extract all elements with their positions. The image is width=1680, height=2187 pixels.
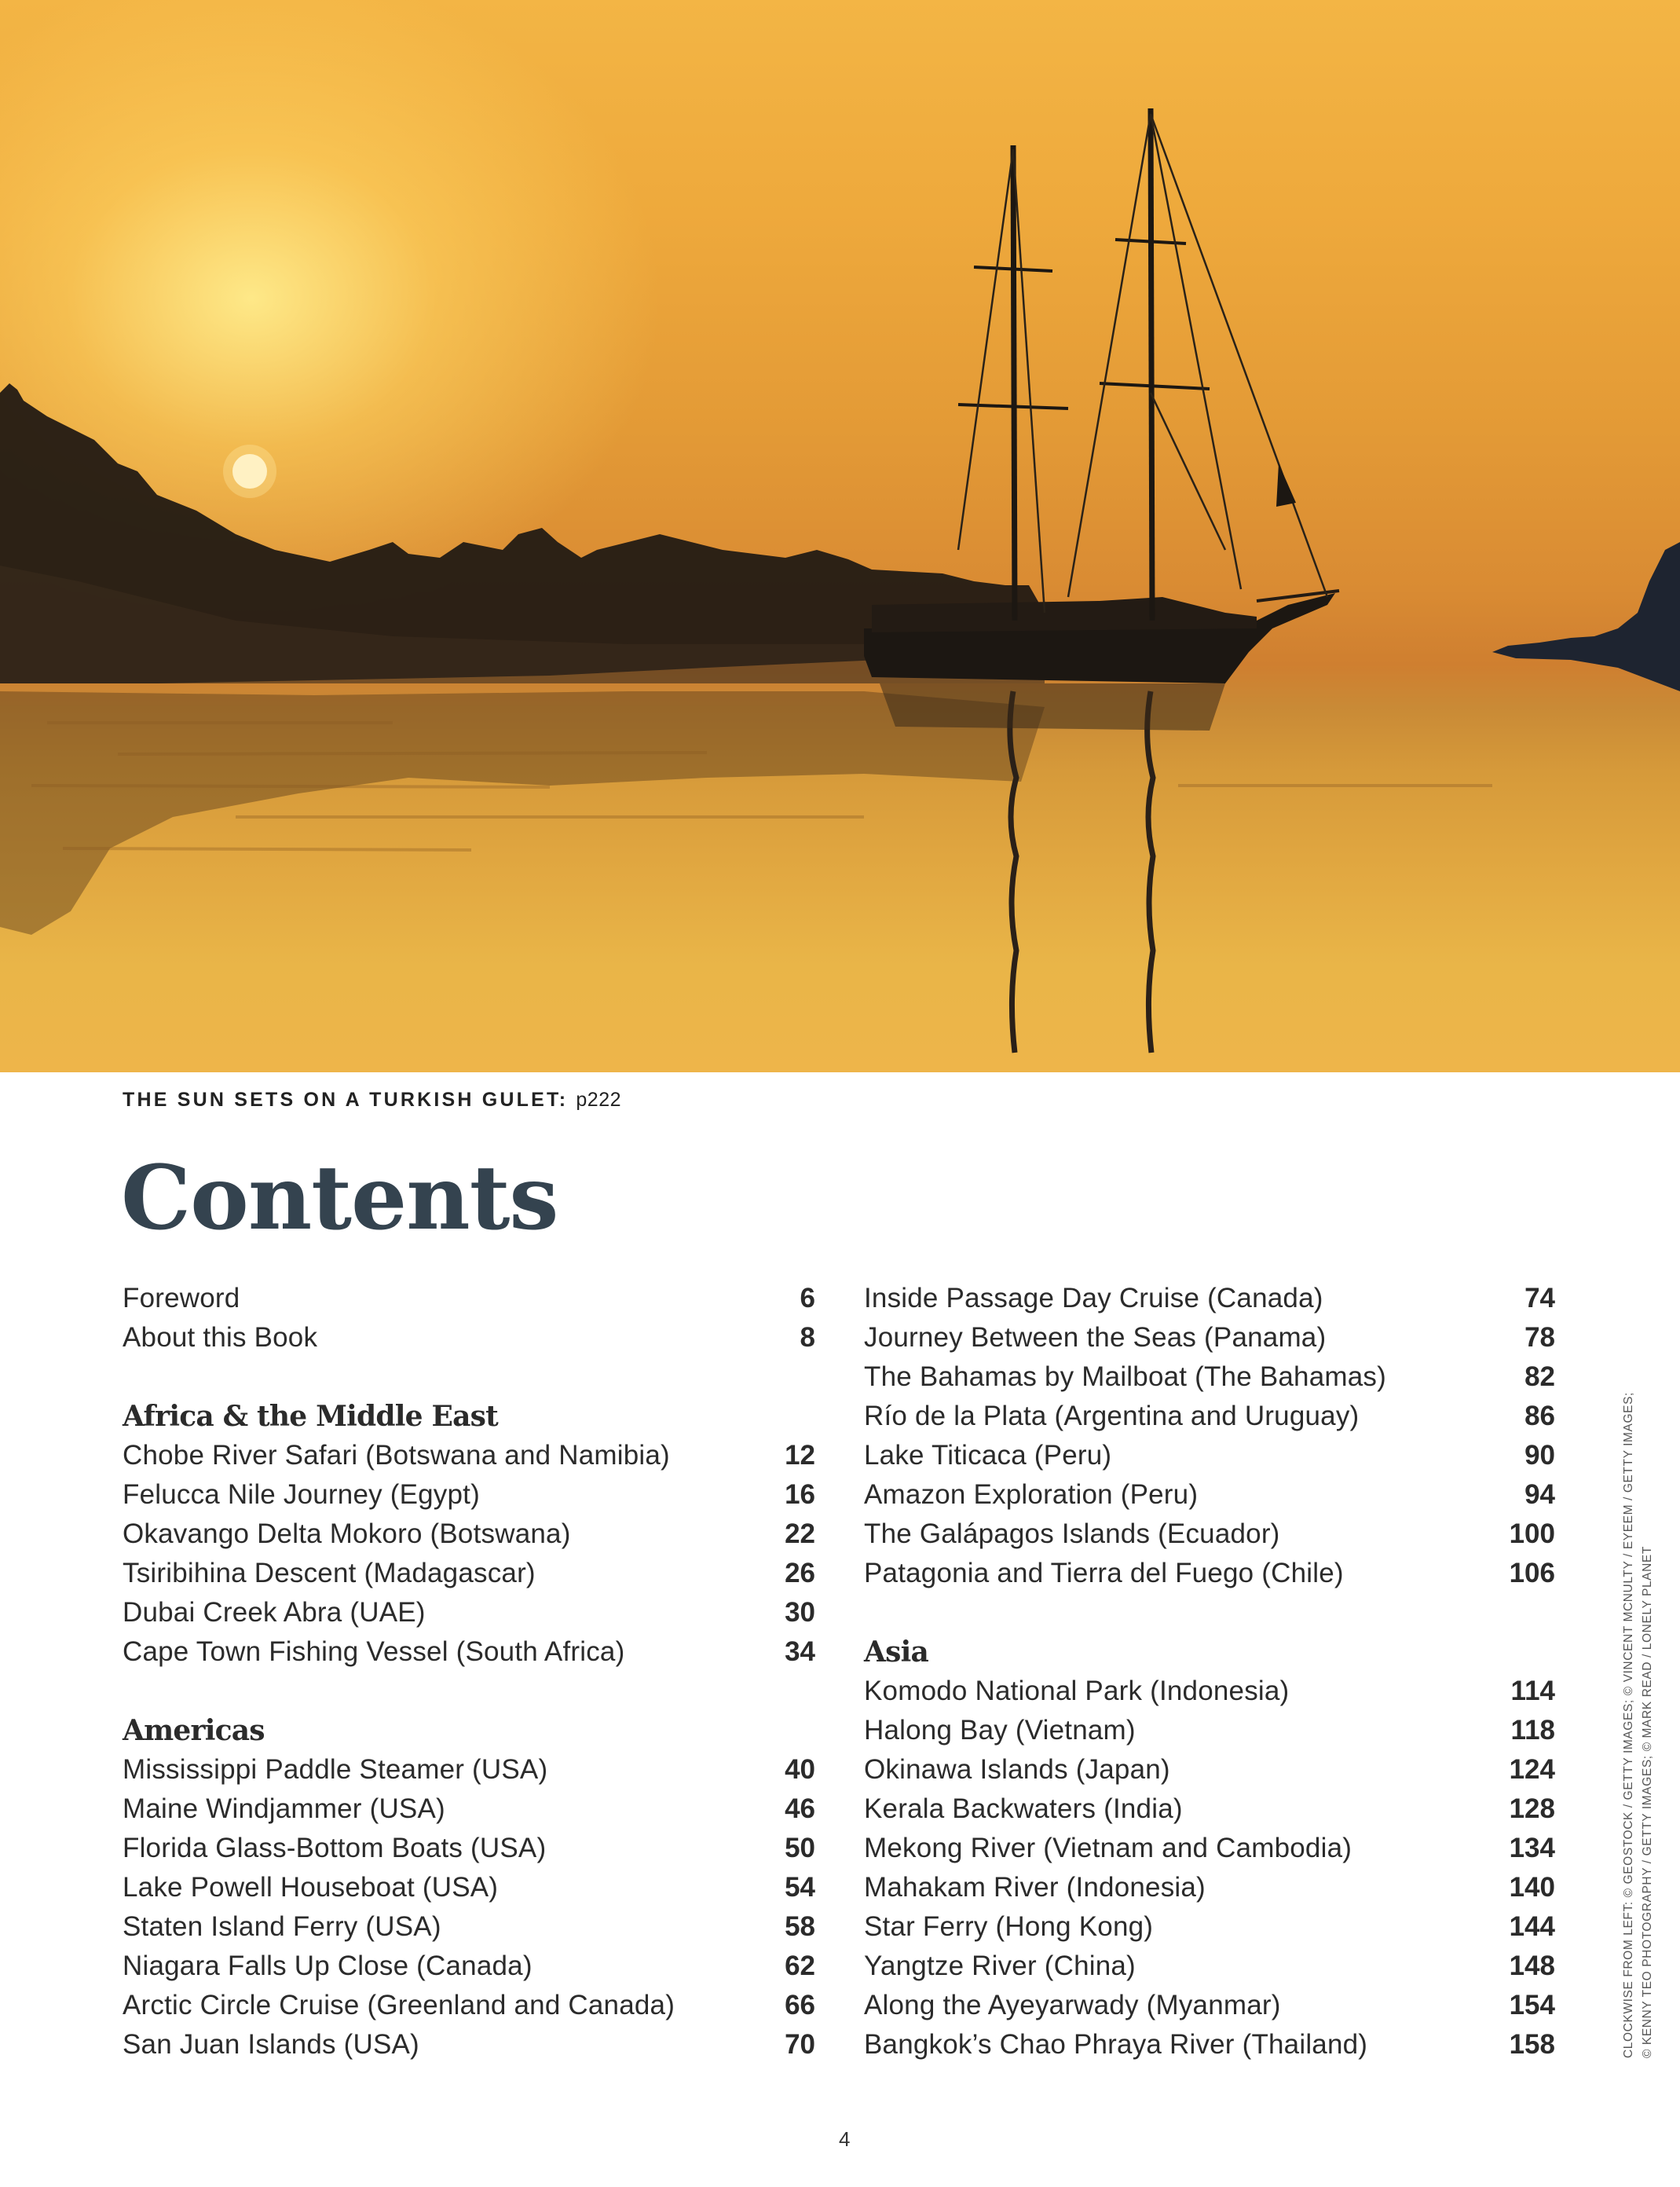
toc-entry-page: 66 xyxy=(785,1990,815,2020)
toc-entry-label: Florida Glass-Bottom Boats (USA) xyxy=(123,1833,547,1863)
toc-entry-page: 134 xyxy=(1509,1833,1555,1863)
toc-entry[interactable] xyxy=(123,1593,815,1632)
toc-entry-label: The Galápagos Islands (Ecuador) xyxy=(864,1518,1280,1549)
toc-entry-page: 40 xyxy=(785,1754,815,1785)
toc-entry-page: 6 xyxy=(800,1283,815,1313)
hero-photo xyxy=(0,0,1680,1072)
toc-entry[interactable] xyxy=(864,1318,1555,1357)
toc-entry[interactable] xyxy=(123,1436,815,1475)
toc-entry-page: 22 xyxy=(785,1518,815,1549)
toc-entry[interactable] xyxy=(123,1986,815,2025)
toc-entry-label: Felucca Nile Journey (Egypt) xyxy=(123,1479,480,1510)
toc-entry-label: Foreword xyxy=(123,1283,240,1313)
toc-entry-page: 70 xyxy=(785,2029,815,2060)
toc-entry-page: 12 xyxy=(785,1440,815,1471)
toc-entry-page: 114 xyxy=(1510,1676,1555,1706)
toc-entry-label: Kerala Backwaters (India) xyxy=(864,1793,1183,1824)
caption-text: THE SUN SETS ON A TURKISH GULET: xyxy=(123,1089,569,1111)
toc-entry-page: 106 xyxy=(1509,1558,1555,1588)
toc-entry-label: San Juan Islands (USA) xyxy=(123,2029,419,2060)
toc-entry[interactable] xyxy=(864,1554,1555,1593)
toc-entry-page: 154 xyxy=(1509,1990,1555,2020)
toc-entry[interactable] xyxy=(123,1829,815,1868)
photo-credits xyxy=(1620,1392,1657,2058)
toc-entry-page: 54 xyxy=(785,1872,815,1903)
toc-entry[interactable] xyxy=(864,1750,1555,1790)
toc-entry[interactable] xyxy=(864,1436,1555,1475)
toc-entry-label: Okavango Delta Mokoro (Botswana) xyxy=(123,1518,571,1549)
toc-entry-label: Mahakam River (Indonesia) xyxy=(864,1872,1206,1903)
toc-entry-label: Amazon Exploration (Peru) xyxy=(864,1479,1199,1510)
toc-entry-page: 118 xyxy=(1510,1715,1555,1746)
toc-entry-label: Lake Titicaca (Peru) xyxy=(864,1440,1112,1471)
toc-entry-label: Arctic Circle Cruise (Greenland and Canada) xyxy=(123,1990,675,2020)
toc-entry-label: The Bahamas by Mailboat (The Bahamas) xyxy=(864,1361,1386,1392)
photo-caption xyxy=(123,1089,621,1112)
toc-entry-page: 16 xyxy=(785,1479,815,1510)
toc-entry[interactable] xyxy=(123,1554,815,1593)
toc-entry-label: Dubai Creek Abra (UAE) xyxy=(123,1597,426,1628)
toc-entry-page: 50 xyxy=(785,1833,815,1863)
toc-entry[interactable] xyxy=(864,1515,1555,1554)
section-heading-africa: Africa & the Middle East xyxy=(123,1400,498,1433)
spacer xyxy=(123,1357,815,1397)
toc-entry-page: 128 xyxy=(1509,1793,1555,1824)
spacer xyxy=(123,1672,815,1711)
toc-entry-label: Tsiribihina Descent (Madagascar) xyxy=(123,1558,536,1588)
caption-page-ref: p222 xyxy=(576,1089,622,1111)
toc-entry[interactable] xyxy=(864,1475,1555,1515)
toc-entry-label: Journey Between the Seas (Panama) xyxy=(864,1322,1327,1353)
page-number: 4 xyxy=(839,2127,851,2151)
toc-entry[interactable] xyxy=(123,2025,815,2064)
toc-entry[interactable] xyxy=(864,1672,1555,1711)
toc-entry-label: Lake Powell Houseboat (USA) xyxy=(123,1872,499,1903)
section-heading-americas: Americas xyxy=(123,1714,265,1747)
toc-entry-page: 26 xyxy=(785,1558,815,1588)
toc-entry-about-this-book[interactable] xyxy=(123,1318,815,1357)
toc-entry[interactable] xyxy=(864,1397,1555,1436)
toc-entry-label: About this Book xyxy=(123,1322,318,1353)
toc-entry[interactable] xyxy=(864,1868,1555,1907)
toc-entry-label: Bangkok’s Chao Phraya River (Thailand) xyxy=(864,2029,1368,2060)
toc-entry-page: 140 xyxy=(1509,1872,1555,1903)
toc-entry-page: 78 xyxy=(1524,1322,1555,1353)
toc-entry[interactable] xyxy=(864,1357,1555,1397)
credits-line-1: CLOCKWISE FROM LEFT: © GEOSTOCK / GETTY IMAGES; © VINCENT MCNULTY / EYEEM / GETTY IMAGES; xyxy=(1622,1392,1635,2058)
toc-entry[interactable] xyxy=(864,1279,1555,1318)
toc-entry-label: Halong Bay (Vietnam) xyxy=(864,1715,1136,1746)
toc-entry-label: Niagara Falls Up Close (Canada) xyxy=(123,1951,533,1981)
toc-entry-label: Patagonia and Tierra del Fuego (Chile) xyxy=(864,1558,1344,1588)
toc-entry[interactable] xyxy=(123,1868,815,1907)
toc-entry-label: Yangtze River (China) xyxy=(864,1951,1136,1981)
spacer xyxy=(864,1593,1555,1632)
toc-entry-page: 124 xyxy=(1509,1754,1555,1785)
toc-entry[interactable] xyxy=(123,1515,815,1554)
toc-entry-page: 74 xyxy=(1524,1283,1555,1313)
toc-entry-page: 30 xyxy=(785,1597,815,1628)
toc-entry-label: Cape Town Fishing Vessel (South Africa) xyxy=(123,1636,625,1667)
toc-entry-label: Along the Ayeyarwady (Myanmar) xyxy=(864,1990,1281,2020)
toc-entry-label: Mississippi Paddle Steamer (USA) xyxy=(123,1754,548,1785)
toc-entry-page: 34 xyxy=(785,1636,815,1667)
sunset-gulet-illustration xyxy=(0,0,1680,1072)
toc-entry-page: 148 xyxy=(1509,1951,1555,1981)
toc-entry-page: 144 xyxy=(1509,1911,1555,1942)
toc-entry-page: 82 xyxy=(1524,1361,1555,1392)
toc-column-left xyxy=(123,1279,815,2064)
toc-entry-label: Maine Windjammer (USA) xyxy=(123,1793,445,1824)
toc-entry-page: 100 xyxy=(1509,1518,1555,1549)
toc-entry[interactable] xyxy=(123,1907,815,1947)
toc-entry-label: Staten Island Ferry (USA) xyxy=(123,1911,441,1942)
toc-entry[interactable] xyxy=(123,1947,815,1986)
toc-entry-label: Komodo National Park (Indonesia) xyxy=(864,1676,1290,1706)
credits-line-2: © KENNY TEO PHOTOGRAPHY / GETTY IMAGES; © MARK READ / LONELY PLANET xyxy=(1641,1546,1654,2058)
toc-entry[interactable] xyxy=(123,1475,815,1515)
toc-entry-label: Star Ferry (Hong Kong) xyxy=(864,1911,1154,1942)
toc-entry[interactable] xyxy=(123,1632,815,1672)
toc-entry[interactable] xyxy=(864,1790,1555,1829)
toc-entry-page: 158 xyxy=(1509,2029,1555,2060)
toc-entry-page: 8 xyxy=(800,1322,815,1353)
toc-entry[interactable] xyxy=(123,1750,815,1790)
toc-entry-page: 94 xyxy=(1524,1479,1555,1510)
section-heading-asia: Asia xyxy=(864,1636,929,1669)
toc-entry-page: 46 xyxy=(785,1793,815,1824)
toc-entry-page: 90 xyxy=(1524,1440,1555,1471)
toc-entry-page: 62 xyxy=(785,1951,815,1981)
toc-entry[interactable] xyxy=(864,1907,1555,1947)
toc-entry[interactable] xyxy=(864,2025,1555,2064)
toc-entry[interactable] xyxy=(123,1790,815,1829)
toc-entry-page: 86 xyxy=(1524,1401,1555,1431)
toc-entry-label: Inside Passage Day Cruise (Canada) xyxy=(864,1283,1323,1313)
toc-entry-page: 58 xyxy=(785,1911,815,1942)
toc-entry-label: Mekong River (Vietnam and Cambodia) xyxy=(864,1833,1352,1863)
toc-entry-label: Okinawa Islands (Japan) xyxy=(864,1754,1170,1785)
toc-entry[interactable] xyxy=(864,1947,1555,1986)
toc-entry-foreword[interactable] xyxy=(123,1279,815,1318)
toc-entry[interactable] xyxy=(864,1986,1555,2025)
toc-column-right xyxy=(864,1279,1555,2064)
toc-entry-label: Chobe River Safari (Botswana and Namibia) xyxy=(123,1440,670,1471)
page-title: Contents xyxy=(121,1147,558,1250)
toc-entry[interactable] xyxy=(864,1711,1555,1750)
toc-entry[interactable] xyxy=(864,1829,1555,1868)
toc-entry-label: Río de la Plata (Argentina and Uruguay) xyxy=(864,1401,1360,1431)
